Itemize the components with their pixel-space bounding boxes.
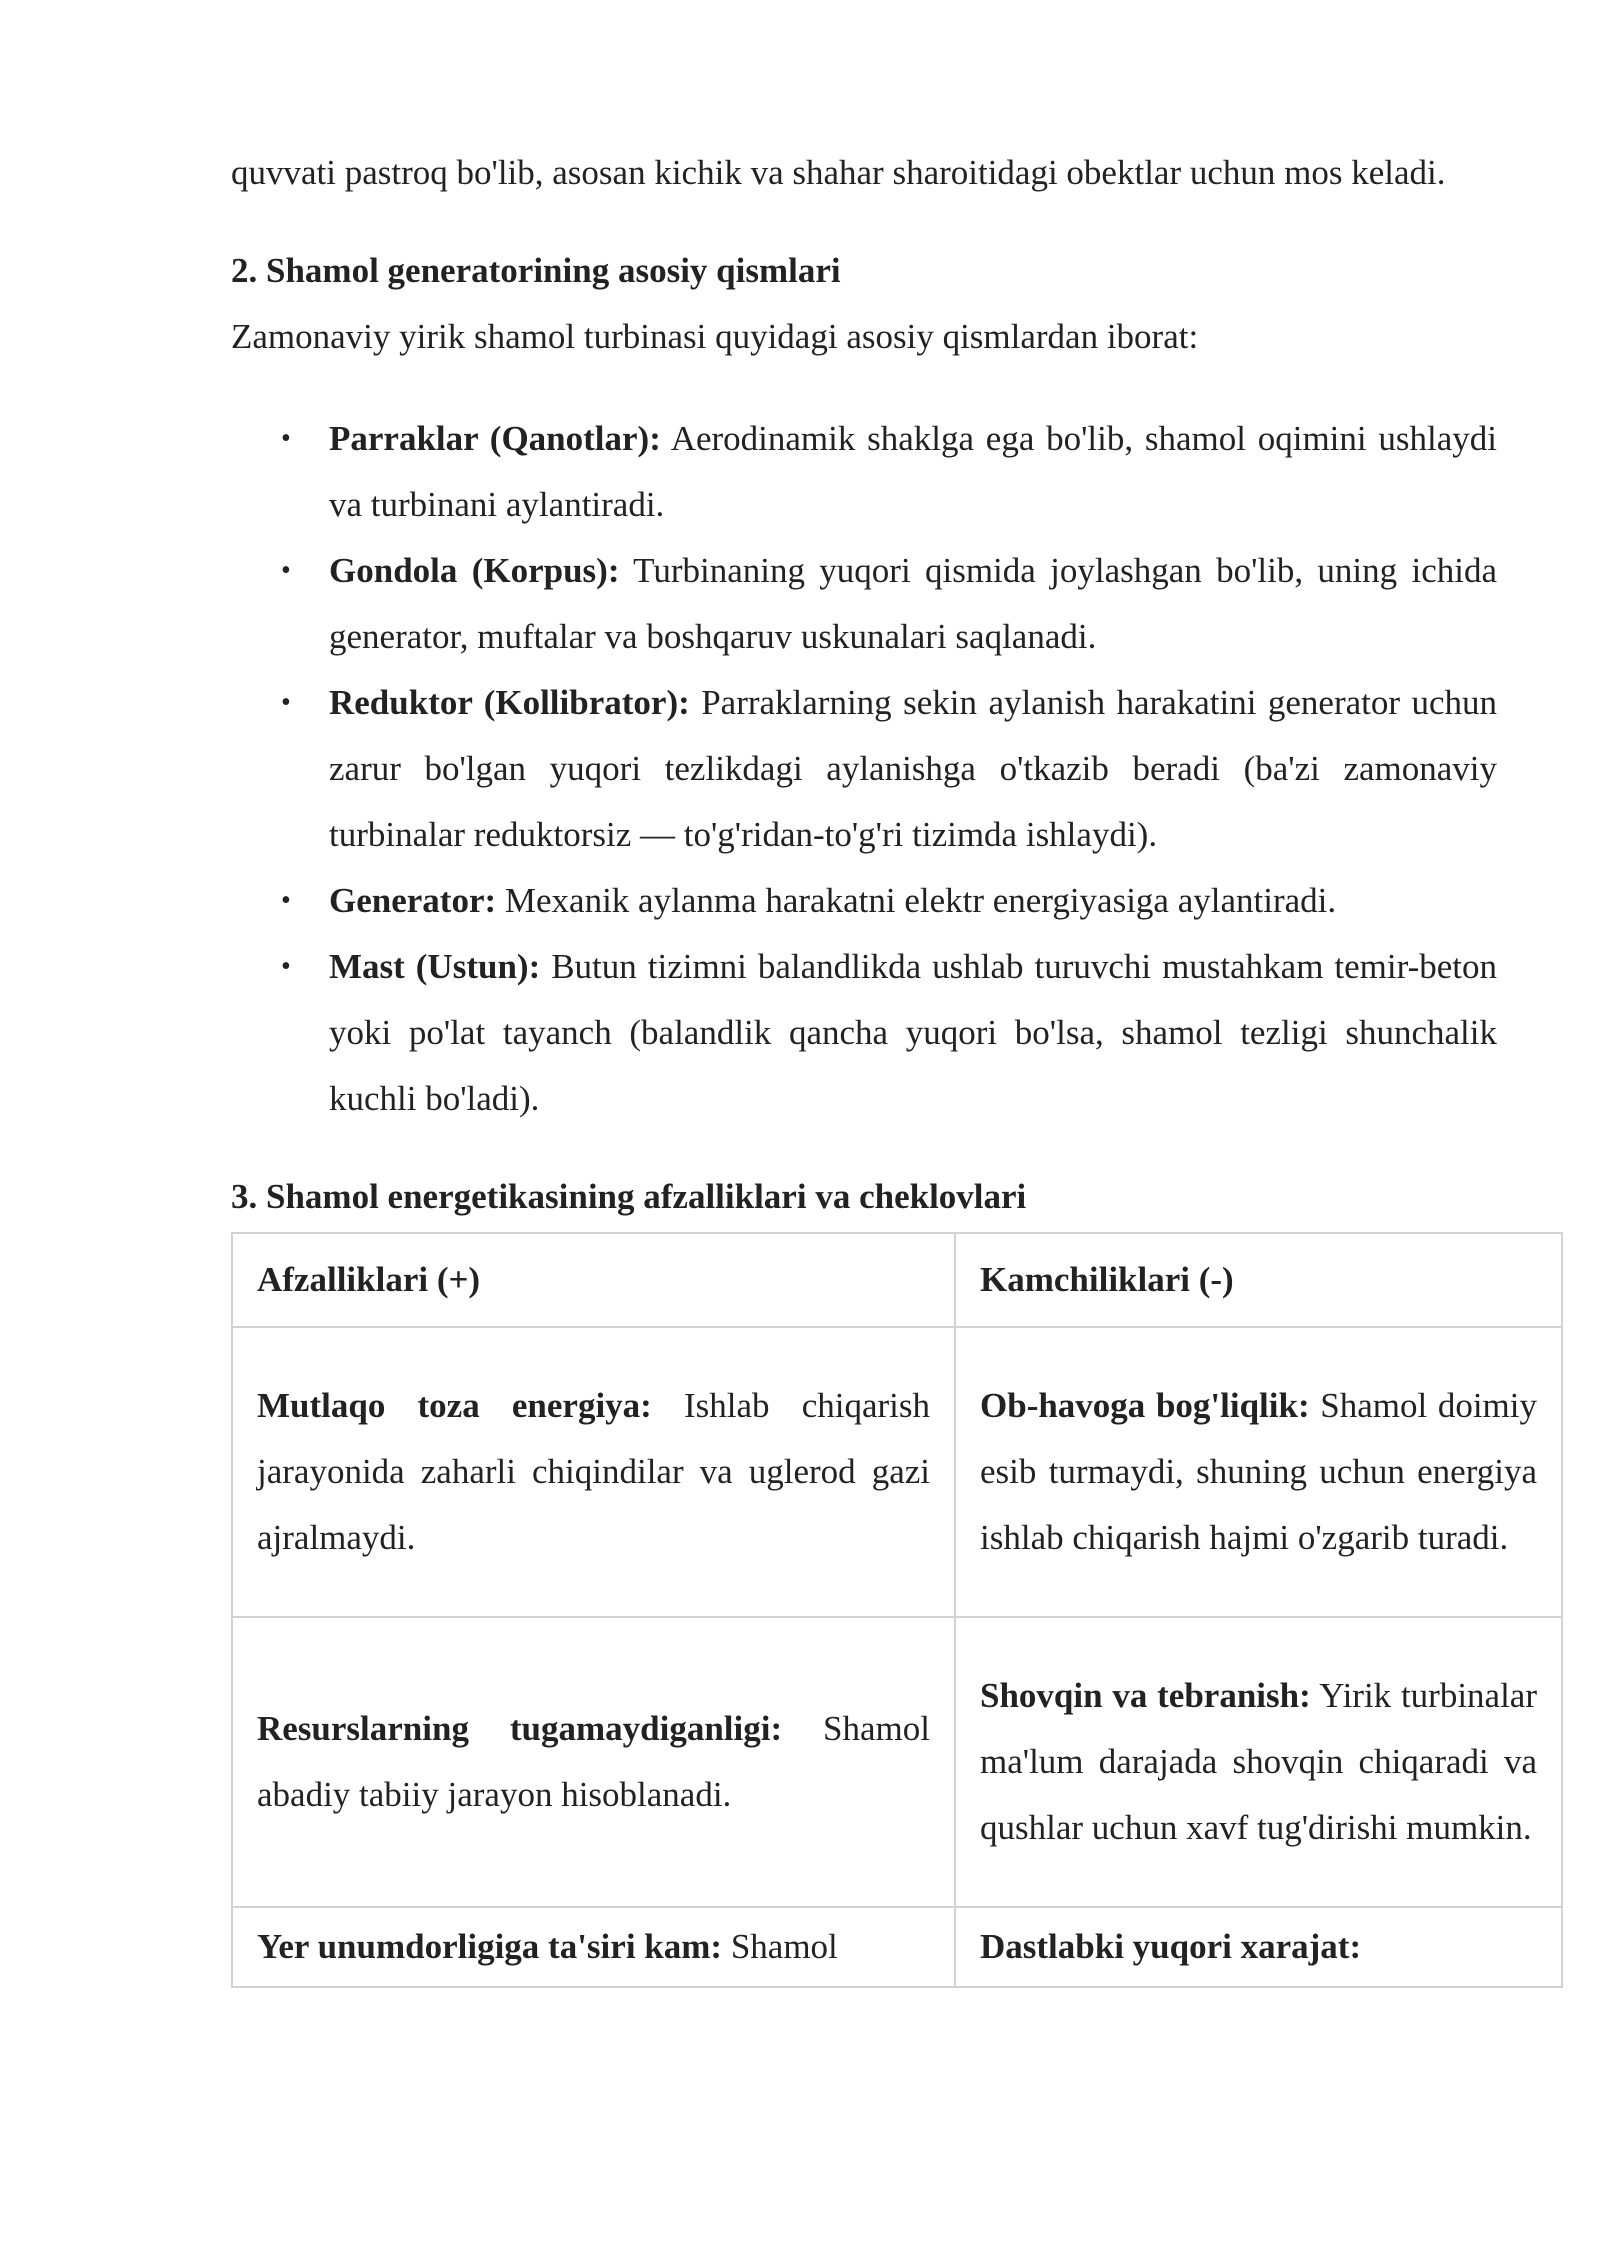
pros-cons-table xyxy=(231,1232,1563,1988)
section2-heading: 2. Shamol generatorining asosiy qismlari xyxy=(231,251,841,290)
pro-term: Resurslarning tugamaydiganligi: xyxy=(257,1709,783,1748)
page-content xyxy=(231,140,1538,1988)
list-item xyxy=(231,934,1497,1132)
pro-text: Shamol xyxy=(722,1927,838,1966)
con-cell xyxy=(955,1617,1562,1907)
bullet-icon: • xyxy=(281,951,291,982)
pro-cell xyxy=(232,1907,955,1987)
list-item-term: Parraklar (Qanotlar): xyxy=(329,419,661,458)
list-item xyxy=(231,868,1497,934)
turbine-parts-list xyxy=(231,406,1497,1132)
list-item xyxy=(231,670,1497,868)
con-term: Ob-havoga bog'liqlik: xyxy=(980,1386,1310,1425)
bullet-icon: • xyxy=(281,687,291,718)
pro-term: Mutlaqo toza energiya: xyxy=(257,1386,652,1425)
pro-cell xyxy=(232,1617,955,1907)
table-row xyxy=(232,1907,1562,1987)
con-text: Shamol doimiy esib turmaydi, shuning uchun energiya ishlab chiqarish hajmi o'zgarib turadi. xyxy=(980,1386,1538,1557)
pro-text: Ishlab chiqarish jarayonida zaharli chiqindilar va uglerod gazi ajralmaydi. xyxy=(257,1386,930,1557)
section2-lead: Zamonaviy yirik shamol turbinasi quyidagi asosiy qismlardan iborat: xyxy=(231,317,1199,356)
list-item-text: Mexanik aylanma harakatni elektr energiyasiga aylantiradi. xyxy=(496,881,1337,920)
con-cell xyxy=(955,1907,1562,1987)
pro-cell xyxy=(232,1327,955,1617)
header-cell-pros: Afzalliklari (+) xyxy=(232,1233,955,1327)
con-text: Yirik turbinalar ma'lum darajada shovqin chiqaradi va qushlar uchun xavf tug'dirishi mumkin. xyxy=(980,1676,1537,1847)
list-item-term: Generator: xyxy=(329,881,497,920)
bullet-icon: • xyxy=(281,555,291,586)
list-item-term: Gondola (Korpus): xyxy=(329,551,620,590)
list-item xyxy=(231,406,1497,538)
list-item-text: Turbinaning yuqori qismida joylashgan bo'lib, uning ichida generator, muftalar va boshqaruv uskunalari saqlanadi. xyxy=(329,551,1497,656)
table-row xyxy=(232,1327,1562,1617)
table-header-row xyxy=(232,1233,1562,1327)
list-item-text: Butun tizimni balandlikda ushlab turuvchi mustahkam temir-beton yoki po'lat tayanch (balandlik qancha yuqori bo'lsa, shamol tezligi shunchalik kuchli bo'ladi). xyxy=(329,947,1497,1118)
header-cell-cons: Kamchiliklari (-) xyxy=(955,1233,1562,1327)
list-item xyxy=(231,538,1497,670)
list-item-text: Parraklarning sekin aylanish harakatini generator uchun zarur bo'lgan yuqori tezlikdagi aylanishga o'tkazib beradi (ba'zi zamonaviy turbinalar reduktorsiz — to'g'ridan-to'g'ri tizimda ishlaydi). xyxy=(329,683,1497,854)
intro-paragraph: quvvati pastroq bo'lib, asosan kichik va shahar sharoitidagi obektlar uchun mos keladi. xyxy=(231,153,1446,192)
bullet-icon: • xyxy=(281,885,291,916)
list-item-text: Aerodinamik shaklga ega bo'lib, shamol oqimini ushlaydi va turbinani aylantiradi. xyxy=(329,419,1497,524)
bullet-icon: • xyxy=(281,423,291,454)
list-item-term: Reduktor (Kollibrator): xyxy=(329,683,690,722)
pro-text: Shamol abadiy tabiiy jarayon hisoblanadi. xyxy=(257,1709,930,1814)
con-term: Shovqin va tebranish: xyxy=(980,1676,1311,1715)
table-row xyxy=(232,1617,1562,1907)
list-item-term: Mast (Ustun): xyxy=(329,947,541,986)
con-cell xyxy=(955,1327,1562,1617)
section3-heading: 3. Shamol energetikasining afzalliklari va cheklovlari xyxy=(231,1177,1027,1216)
con-term: Dastlabki yuqori xarajat: xyxy=(980,1927,1362,1966)
pro-term: Yer unumdorligiga ta'siri kam: xyxy=(257,1927,723,1966)
